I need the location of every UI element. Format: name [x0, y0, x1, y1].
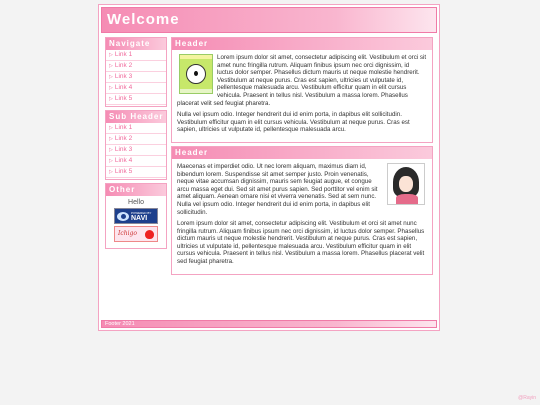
sub-link-label: Link 3 — [114, 146, 133, 153]
nav-link-2[interactable] — [106, 61, 166, 72]
nav-link-label: Link 5 — [114, 95, 133, 102]
panel-2-paragraph-2: Lorem ipsum dolor sit amet, consectetur adipiscing elit. Vestibulum et orci sit amet nunc fringilla rutrum. Aliquam finibus ipsum nec orci dignissim, id luctus dolor semper. Phasellus dictum mauris ut neque molestie hendrerit. Vestibulum at neque purus. Cras est sapien, ultricies ut vulputate id, pellentesque malesuada arcu. Vestibulum efficitur quam in elit cursus vehicula. Praesent in tellus nisl. Vestibulum a massa lorem. Phasellus placerat velit sed feugiat pharetra. — [177, 220, 425, 266]
nav-link-label: Link 3 — [114, 73, 133, 80]
triangle-right-icon: ▷ — [109, 63, 113, 69]
triangle-right-icon: ▷ — [109, 74, 113, 80]
triangle-right-icon: ▷ — [109, 85, 113, 91]
triangle-right-icon: ▷ — [109, 136, 113, 142]
panel-1-paragraph-1: Lorem ipsum dolor sit amet, consectetur adipiscing elit. Vestibulum et orci sit amet nunc fringilla rutrum. Aliquam finibus ipsum nec orci dignissim, id luctus dolor semper. Phasellus dictum mauris ut neque molestie hendrerit. Vestibulum at neque purus. Cras est sapien, ultricies ut vulputate id, pellentesque malesuada arcu. Vestibulum efficitur quam in elit cursus vehicula. Praesent in tellus nisl. Vestibulum a massa lorem. Phasellus placerat velit sed feugiat pharetra. — [177, 54, 427, 107]
panel-2-paragraph-1: Maecenas et imperdiet odio. Ut nec lorem aliquam, maximus diam id, bibendum lorem. Suspendisse sit amet semper justo. Proin venenatis, neque vitae accumsan dignissim, mauris sem feugiat augue, et congue arcu massa eget dui. Sed sit amet purus sapien. Sed porttitor vel enim sit amet aliquam. Aenean ornare nisi et viverra venenatis. Sed at sem nunc. Nulla vel ipsum odio. Integer hendrerit dui id enim porta, in dapibus elit sollicitudin. — [177, 162, 378, 216]
other-title: Other — [106, 184, 166, 196]
hello-text: Hello — [128, 199, 144, 206]
triangle-right-icon: ▷ — [109, 96, 113, 102]
nav-link-1[interactable] — [106, 50, 166, 61]
subheader-list — [106, 123, 166, 179]
sub-link-3[interactable] — [106, 145, 166, 156]
strawberry-badge-text: Ichigo — [118, 230, 137, 237]
sub-link-5[interactable] — [106, 167, 166, 178]
sub-link-4[interactable] — [106, 156, 166, 167]
sub-link-label: Link 5 — [114, 168, 133, 175]
site-banner — [101, 7, 437, 33]
panel-1-title: Header — [172, 38, 432, 50]
navi-badge-small-text: POWERED BY — [131, 211, 152, 215]
panel-1-paragraph-2: Nulla vel ipsum odio. Integer hendrerit dui id enim porta, in dapibus elit sollicitudin. Vestibulum efficitur quam in elit cursus vehicula. Vestibulum at neque purus. Cras est sapien, ultricies ut vulputate id, pellentesque malesuada arcu. — [177, 111, 410, 134]
subheader-title: Sub Header — [106, 111, 166, 123]
strawberry-badge[interactable] — [114, 226, 158, 242]
triangle-right-icon: ▷ — [109, 158, 113, 164]
strawberry-icon — [145, 230, 154, 239]
content-panel-2 — [171, 146, 433, 275]
triangle-right-icon: ▷ — [109, 125, 113, 131]
panel-2-title: Header — [172, 147, 432, 159]
nav-link-5[interactable] — [106, 94, 166, 105]
nav-link-3[interactable] — [106, 72, 166, 83]
eye-icon — [117, 212, 129, 221]
watermark-text: @Rayin — [518, 395, 536, 401]
sub-link-label: Link 4 — [114, 157, 133, 164]
footer-text: Footer 2021 — [105, 321, 135, 327]
content-panel-1 — [171, 37, 433, 143]
navigate-title: Navigate — [106, 38, 166, 50]
page-container — [98, 4, 440, 331]
nav-link-label: Link 1 — [114, 51, 133, 58]
navigate-box — [105, 37, 167, 107]
panel-1-body — [172, 50, 432, 142]
sub-link-label: Link 2 — [114, 135, 133, 142]
navi-badge-text: NAVI — [131, 215, 148, 222]
navigate-list — [106, 50, 166, 106]
nav-link-label: Link 2 — [114, 62, 133, 69]
nav-link-4[interactable] — [106, 83, 166, 94]
site-footer — [101, 320, 437, 328]
navi-badge[interactable] — [114, 208, 158, 224]
sub-link-label: Link 1 — [114, 124, 133, 131]
sidebar — [105, 37, 167, 252]
triangle-right-icon: ▷ — [109, 169, 113, 175]
panel-2-body — [172, 159, 432, 274]
sub-link-1[interactable] — [106, 123, 166, 134]
cartoon-image — [179, 54, 213, 94]
anime-girl-image — [387, 163, 425, 205]
other-body — [106, 196, 166, 248]
site-title: Welcome — [107, 11, 180, 28]
nav-link-label: Link 4 — [114, 84, 133, 91]
main-content — [171, 37, 433, 278]
other-box — [105, 183, 167, 249]
subheader-box — [105, 110, 167, 180]
triangle-right-icon: ▷ — [109, 52, 113, 58]
sub-link-2[interactable] — [106, 134, 166, 145]
triangle-right-icon: ▷ — [109, 147, 113, 153]
